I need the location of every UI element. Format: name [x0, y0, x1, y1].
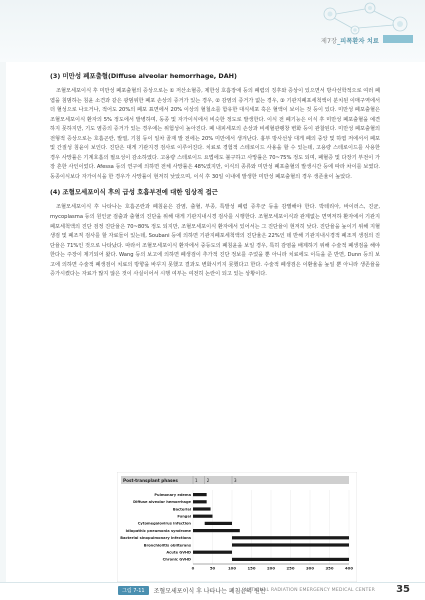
x-tick-label: 400 [345, 565, 353, 571]
range-bar [193, 551, 232, 554]
chapter-title [321, 36, 379, 45]
range-bar [193, 515, 213, 518]
section-heading-dah: (3) 미만성 폐포출혈(Diffuse alveolar hemorrhage, DAH) [50, 72, 237, 80]
phase-label: Post-transplant phases [123, 478, 178, 483]
category-label: Pulmonary edema [154, 492, 191, 497]
category-label: Bacterial [172, 507, 191, 512]
range-bar [232, 543, 349, 546]
category-label: Acute GVHD [166, 550, 191, 555]
category-label: Bronchiolitis obliterans [143, 543, 191, 548]
complications-timeline-chart [117, 472, 357, 582]
category-label: Bacterial sinopulmonary infections [120, 536, 191, 541]
x-tick-label: 200 [267, 565, 275, 571]
range-bar [232, 536, 349, 539]
x-tick-label: 300 [306, 565, 314, 571]
range-bar [232, 558, 349, 561]
phase-number: 1 [195, 478, 198, 483]
category-label: Diffuse alveolar hemorrhage [133, 500, 191, 505]
footer-organization: NATIONAL RADIATION EMERGENCY MEDICAL CENTER [244, 588, 375, 593]
category-label: Idiopathic pneumonia syndrome [125, 528, 191, 533]
phase-number: 2 [206, 478, 210, 483]
margin-strip [0, 62, 6, 582]
figure-caption-text: 조혈모세포이식 후 나타나는 폐침윤의 원인 [153, 587, 266, 595]
range-bar [193, 493, 207, 496]
footer-rule [0, 582, 425, 583]
range-bar [193, 529, 240, 532]
range-bar [193, 500, 207, 503]
page-number: 35 [396, 584, 410, 595]
section-paragraph-respiratory-failure: 조혈모세포이식 후 나타나는 호흡곤란과 폐침윤은 감염, 출혈, 부종, 특발성 폐렴 증후군 등을 감별해야 한다. 박테리아, 바이러스, 진균, mycoplasma 등의 원인균 검출과 출혈의 진단을 위해 대게 기관지내시경 검사를 시행한다. 조혈모세포이식과 관계없는 면역저하 환자에서 기관지폐포세척액의 진단 검정 진단율은 70~80% 정도 되지만, 조혈모세포이식 환자에서 있어서는 그 진단율이 현저히 낮다. 진단율을 높이기 위해 지혈생검 및 폐조직 검사를 할 자료들이 있는데, Soubani 등에 의하면 기관지폐포세척액의 진단율은 22%인 데 반해 기관지내시경적 폐조직 생검의 진단율은 71%인 것으로 나타났다. 따라서 조혈모세포이식 환자에서 중등도의 폐침윤을 보일 경우, 특히 감염을 배제하기 위해 수술적 폐생검을 해야 한다는 주장이 제기되어 왔다. Wang 등의 보고에 의하면 폐생검이 추가적 진단 정보를 주었을 뿐 아니라 치료에도 이득을 준 반면, Dunn 등의 보고에 의하면 수술적 폐생검이 치료의 방향을 바꾸지 못했고 결과도 변화시키지 못했다고 한다. 수술적 폐생검은 이환율을 높일 뿐 아니라 생존율을 증가시켰다는 자료가 많지 않은 것이 사실이어서 시행 여부는 여전히 논란이 되고 있는 상황이다. [50, 204, 380, 278]
molecule-decoration [300, 0, 425, 62]
chapter-name: _피폭환자 치료 [337, 38, 379, 45]
category-label: Chronic GVHD [162, 557, 191, 562]
x-tick-label: 0 [191, 565, 195, 571]
main-content [50, 72, 380, 280]
category-label: Fungal [177, 514, 191, 519]
range-bar [205, 522, 232, 525]
x-tick-label: 250 [286, 565, 295, 571]
x-tick-label: 50 [209, 565, 216, 571]
chapter-prefix: 제7장 [320, 38, 338, 45]
category-label: Cytomegalovirus infection [137, 521, 191, 526]
page-footer [0, 582, 425, 600]
chapter-tab-marker [383, 35, 413, 43]
range-bar [193, 507, 211, 510]
x-tick-label: 150 [247, 565, 256, 571]
section-paragraph-dah: 조혈모세포이식 후 미만성 폐포출혈의 증상으로는 ① 저산소혈증, 제한성 호흡장애 등의 폐렴의 징후와 증상이 있으면서 방사선학적으로 여러 폐엽을 침범하는 침윤 소견과 같은 광범위한 폐포 손상의 증거가 있는 경우, ② 감염의 증거가 없는 경우, ③ 기관지폐포세척액이 분치된 이매구역에서 더 혈성으로 나오거나, 적어도 20%의 폐포 표면에서 20% 이상의 혈철소를 함유한 대식세포 혹은 혈액이 보이는 것 등이 있다. 미만성 폐포출혈은 조혈모세포이식 환자의 5% 정도에서 발병하며, 동종 및 자가이식에서 비슷한 정도로 발생한다. 이식 전 폐기능은 이식 후 미만성 폐포출혈을 예견하지 못하지만, 기도 염증의 증거가 있는 경우에는 위험성이 높아진다. 폐 내피세포의 손상과 비세혈관팽창 변화 등이 관찰된다. 미만성 폐포출혈의 전형적 증상으로는 호흡곤란, 발열, 기침 등이 일차 골재 발 전에는 20% 미만에서 생겨난다. 흉부 방사선상 대게 폐의 중앙 및 하엽 저에서서 폐포 및 간질성 침윤이 보인다. 진단은 대게 기관지경 검사로 이루어진다. 치료로 경험적 스테로이드 사용을 할 수 있는데, 고용량 스테로이드를 사용한 경우 사망률은 기계호흡의 필요성이 감소하였다. 고용량 스테로이드 요법에도 불구하고 사망률은 70~75% 정도 되며, 패혈증 및 다장기 부전이 가장 흔한 사인이었다. Afessa 등의 연구에 의하면 전체 사망률은 48%였지만, 이식의 종류와 미만성 폐포출혈의 발생시간 등에 따라 차이를 보였다. 동종이식보다 자가이식을 한 경우가 사망률이 현저히 낮았으며, 이식 후 30일 이내에 발생한 미만성 폐포출혈의 경우 생존율이 높았다. [50, 88, 380, 180]
x-tick-label: 100 [228, 565, 236, 571]
phase-number: 3 [234, 478, 237, 483]
section-heading-respiratory-failure: (4) 조혈모세포이식 후의 급성 호흡부전에 대한 임상적 접근 [50, 188, 218, 197]
figure-number-badge: 그림 7-11 [118, 586, 149, 595]
x-tick-label: 350 [325, 565, 334, 571]
